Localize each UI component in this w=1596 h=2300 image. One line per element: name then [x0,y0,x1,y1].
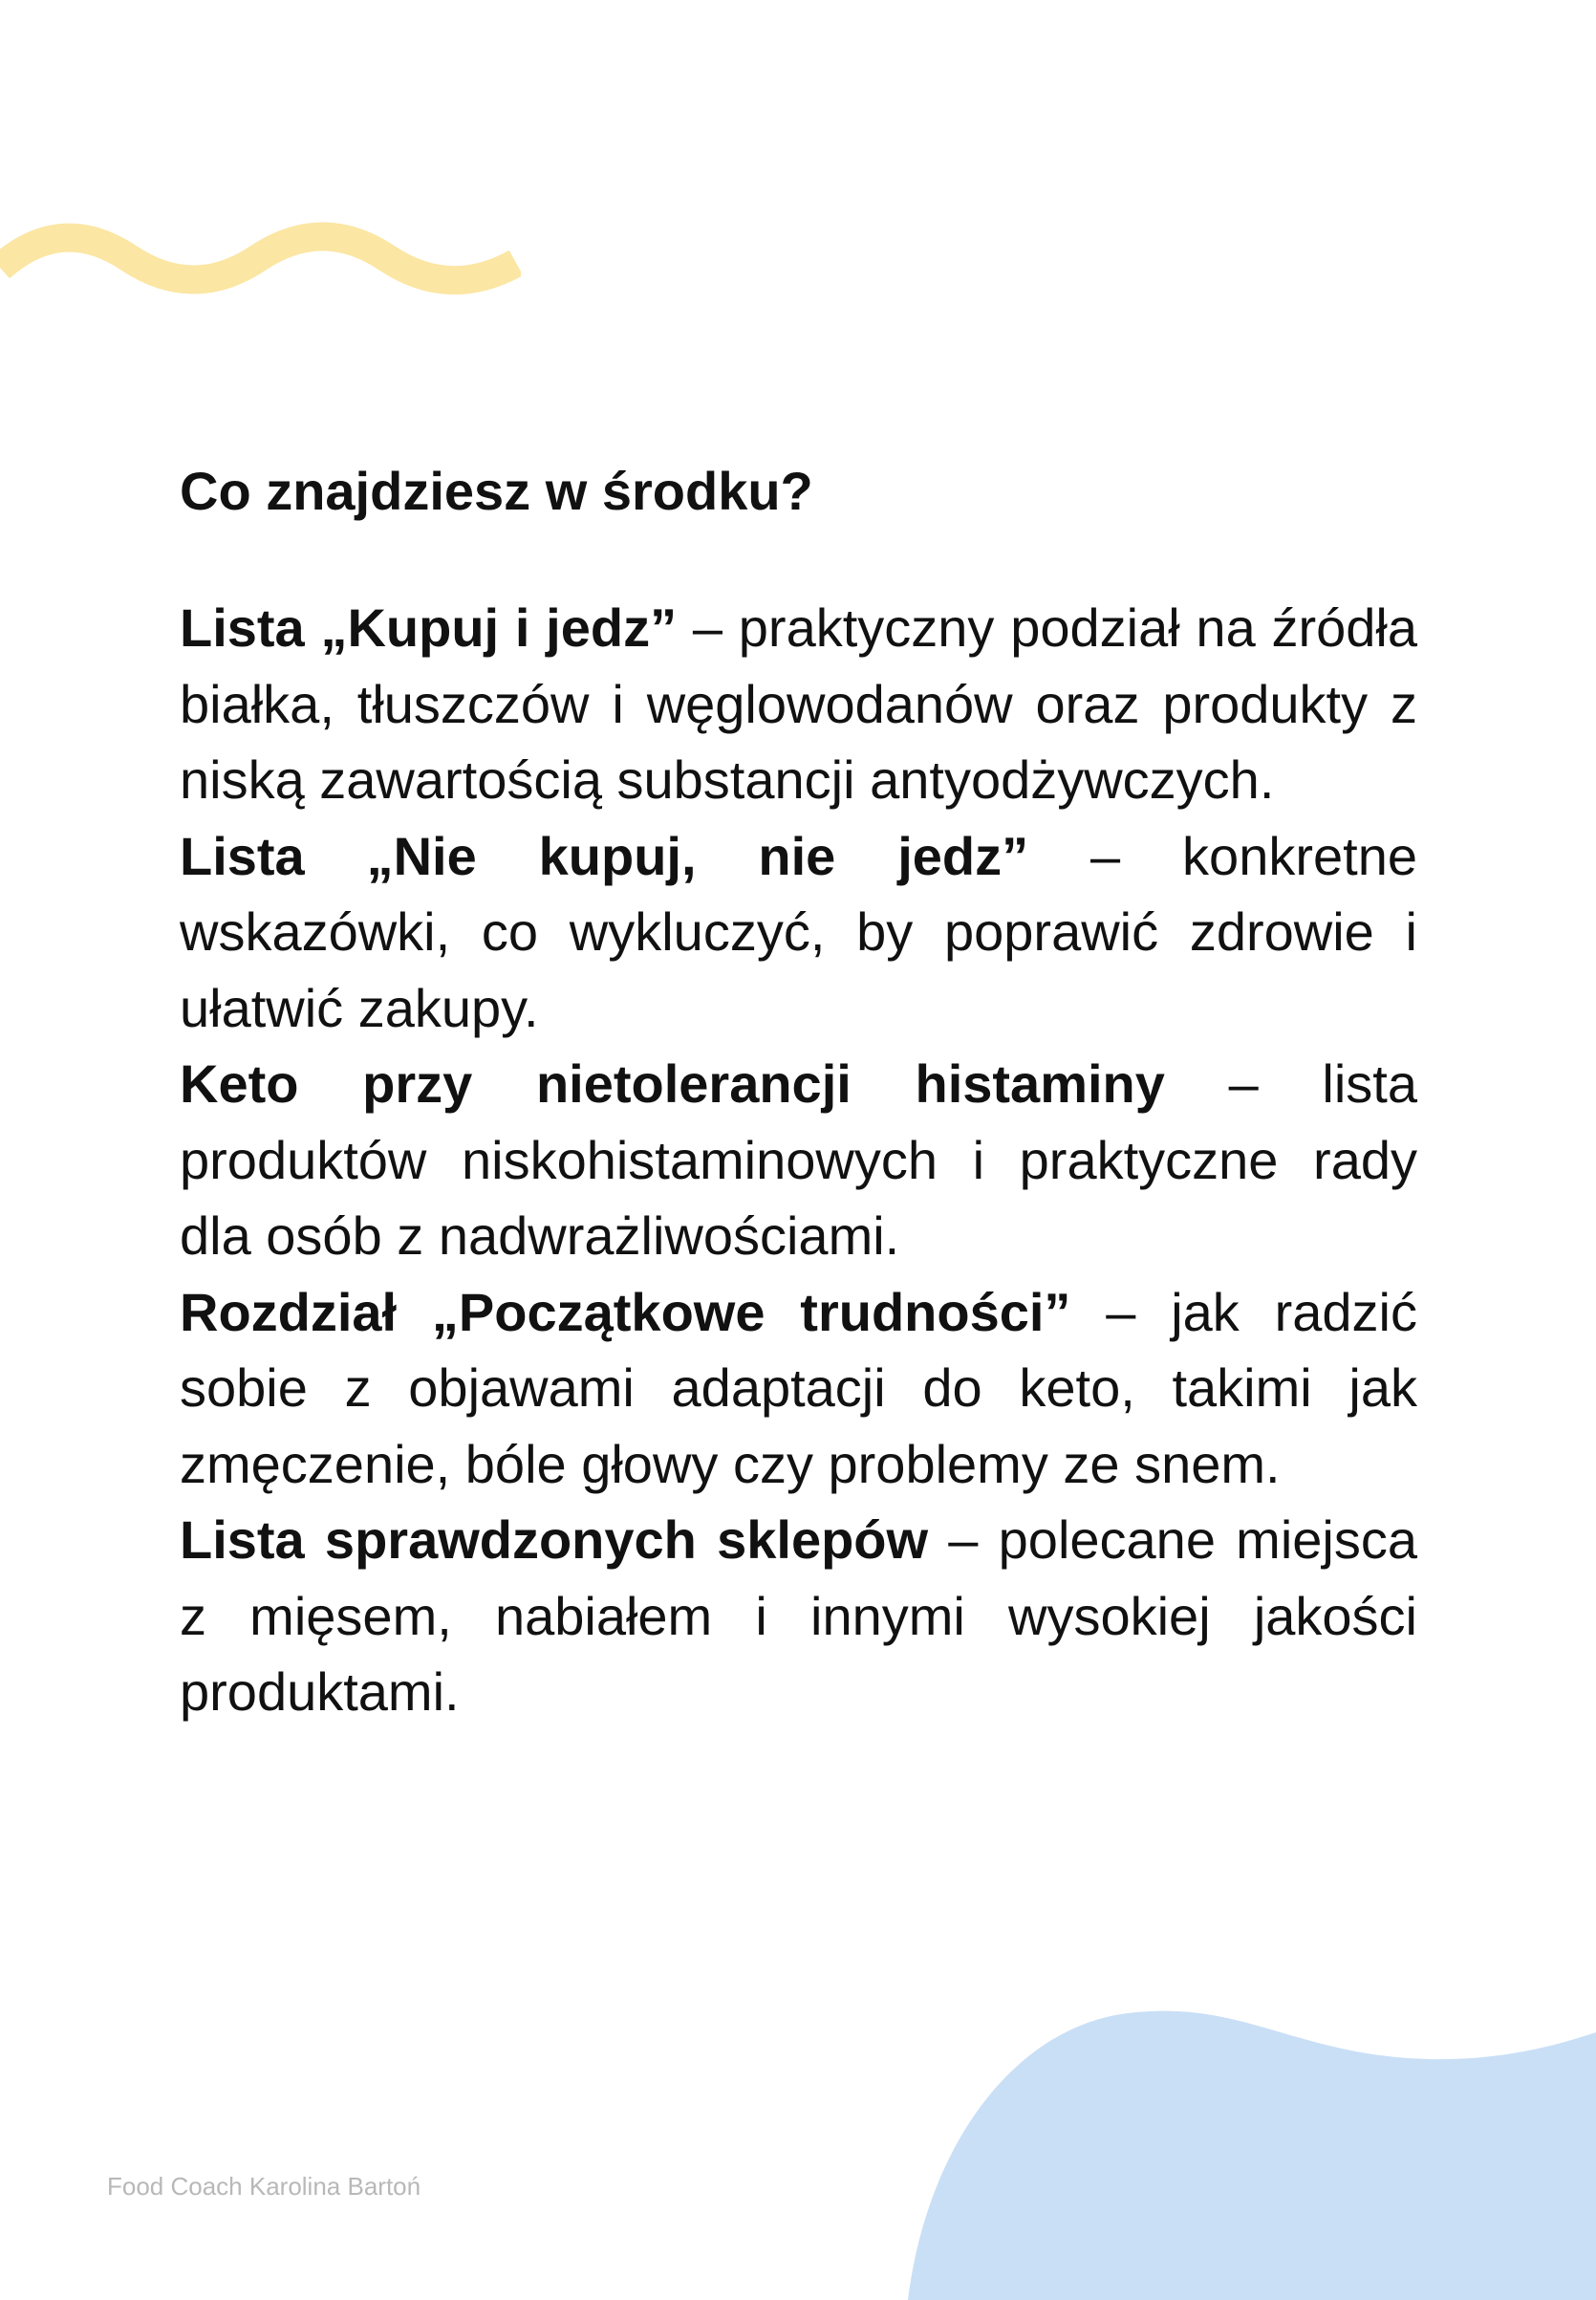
item-title: Lista sprawdzonych sklepów [180,1509,929,1571]
item-description: – jak radzić sobie z objawami adaptacji do keto, takimi jak zmęczenie, bóle głowy czy problemy ze snem. [180,1281,1417,1494]
item-sklepy [180,1502,1417,1730]
item-title: Rozdział „Początkowe trudności” [180,1281,1071,1342]
item-description: – lista produktów niskohistaminowych i praktyczne rady dla osób z nadwrażliwościami. [180,1053,1417,1267]
decorative-wave [0,210,521,306]
item-nie-kupuj [180,818,1417,1047]
item-description: – praktyczny podział na źródła białka, tłuszczów i węglowodanów oraz produkty z niską zawartością substancji antyodżywczych. [180,597,1418,811]
item-kupuj-i-jedz [180,590,1417,818]
item-poczatkowe-trudnosci [180,1274,1417,1503]
footer-author: Food Coach Karolina Bartoń [107,2172,421,2201]
item-title: Keto przy nietolerancji histaminy [180,1053,1165,1115]
item-title: Lista „Kupuj i jedz” [180,597,678,659]
decorative-blob [908,1985,1596,2300]
item-description: – polecane miejsca z mięsem, nabiałem i innymi wysokiej jakości produktami. [180,1509,1418,1723]
main-content [180,459,1417,1730]
item-title: Lista „Nie kupuj, nie jedz” [180,825,1029,886]
item-description: – konkretne wskazówki, co wykluczyć, by poprawić zdrowie i ułatwić zakupy. [180,825,1417,1038]
item-histamina [180,1046,1417,1274]
page-title: Co znajdziesz w środku? [180,461,813,521]
